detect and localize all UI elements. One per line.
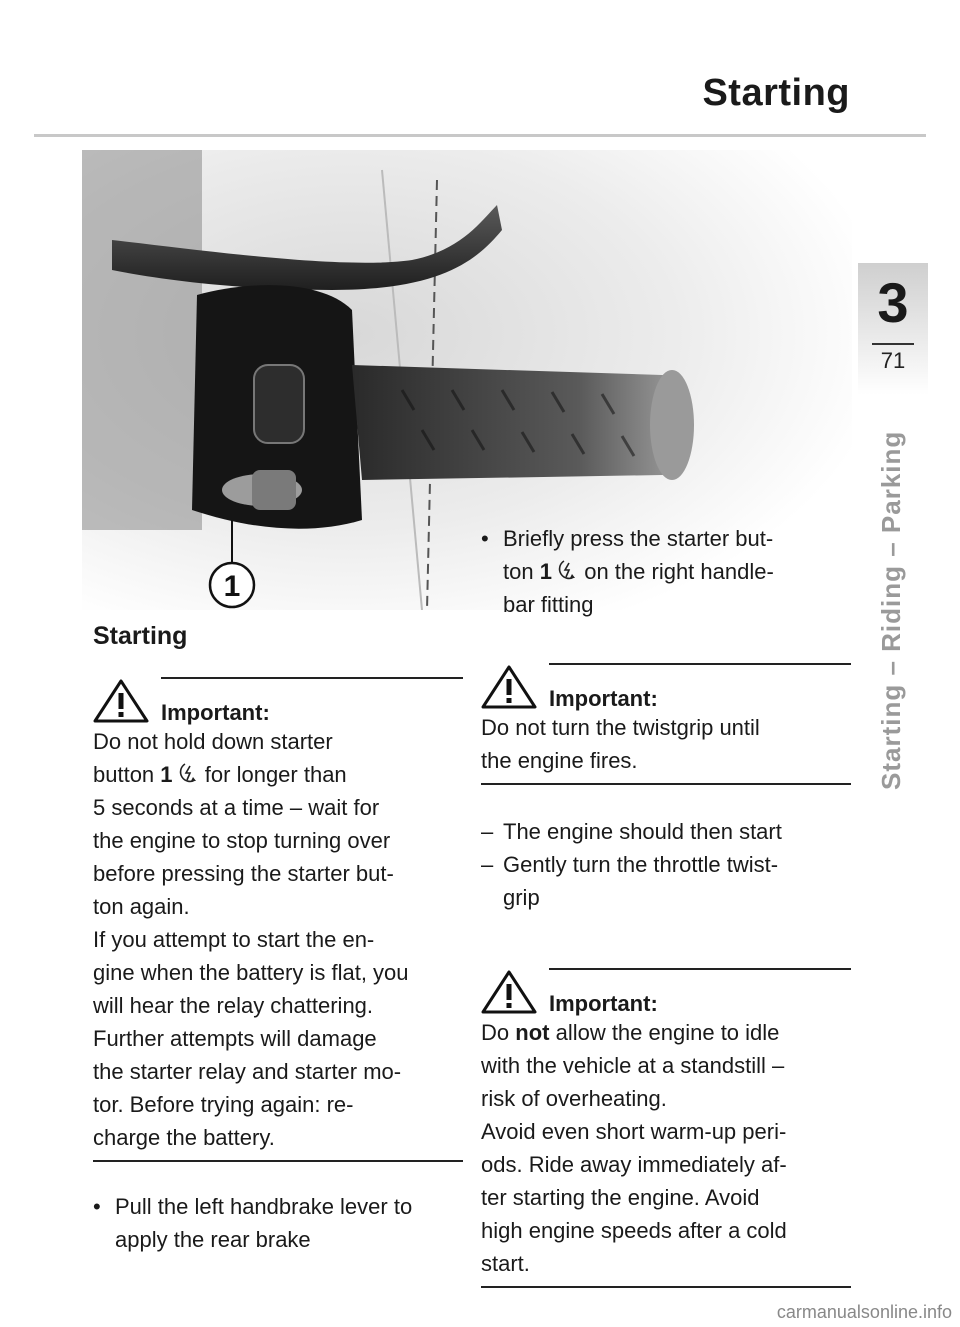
dash-icon: – [481, 852, 494, 877]
important-end-rule [481, 1286, 851, 1288]
text-line: button 1 for longer than [93, 762, 347, 787]
important-header [481, 968, 851, 1014]
left-column [93, 620, 463, 1256]
text-line: start. [481, 1251, 530, 1276]
text-line: tor. Before trying again: re- [93, 1092, 354, 1117]
important-label: Important: [161, 700, 270, 725]
important-rule [161, 677, 463, 679]
callout-number: 1 [223, 570, 241, 603]
text-line: risk of overheating. [481, 1086, 667, 1111]
important-header [93, 677, 463, 723]
text-line: the starter relay and starter mo- [93, 1059, 402, 1084]
text-line: ter starting the engine. Avoid [481, 1185, 760, 1210]
important-rule [549, 663, 851, 665]
important-label: Important: [549, 686, 658, 711]
list-item: – Gently turn the throttle twist- grip [481, 848, 851, 914]
list-item: • Pull the left handbrake lever to apply the rear brake [93, 1190, 463, 1256]
text-line: high engine speeds after a cold [481, 1218, 787, 1243]
text-line: charge the battery. [93, 1125, 275, 1150]
title-rule [34, 134, 926, 137]
watermark: carmanualsonline.info [776, 1302, 952, 1322]
important-end-rule [481, 783, 851, 785]
text-line: 5 seconds at a time – wait for [93, 795, 380, 820]
button-reference: 1 [539, 559, 552, 584]
dash-list [481, 815, 851, 914]
list-item: – The engine should then start [481, 815, 851, 848]
section-label: Starting – Riding – Parking [876, 430, 906, 790]
list-item: • Briefly press the starter but- ton 1 on the right handle- bar fitting [481, 522, 851, 621]
warning-icon [481, 665, 537, 709]
text-line: Do not allow the engine to idle [481, 1020, 780, 1045]
warning-icon [481, 970, 537, 1014]
text-line: with the vehicle at a standstill – [481, 1053, 785, 1078]
important-label: Important: [549, 991, 658, 1016]
chapter-number: 3 [877, 271, 909, 334]
text-line: before pressing the starter but- [93, 861, 394, 886]
bullet-icon: • [481, 526, 489, 551]
text-line: will hear the relay chattering. [93, 993, 374, 1018]
important-end-rule [93, 1160, 463, 1162]
important-rule [549, 968, 851, 970]
important-header [481, 663, 851, 709]
text-line: the engine to stop turning over [93, 828, 391, 853]
text-line: Do not turn the twistgrip until [481, 715, 760, 740]
text-line: gine when the battery is flat, you [93, 960, 409, 985]
page-number: 71 [880, 348, 906, 373]
text-line: ton again. [93, 894, 190, 919]
text-line: the engine fires. [481, 748, 638, 773]
starter-icon [558, 559, 578, 581]
text-line: Further attempts will damage [93, 1026, 377, 1051]
button-reference: 1 [160, 762, 173, 787]
text-line: If you attempt to start the en- [93, 927, 375, 952]
warning-icon [93, 679, 149, 723]
section-heading: Starting [93, 622, 188, 650]
text-line: Do not hold down starter [93, 729, 333, 754]
page-title: Starting [702, 72, 850, 114]
bullet-icon: • [93, 1194, 101, 1219]
dash-icon: – [481, 819, 494, 844]
chapter-divider [872, 343, 914, 345]
starter-icon [179, 762, 199, 784]
text-line: Avoid even short warm-up peri- [481, 1119, 787, 1144]
text-line: ods. Ride away immediately af- [481, 1152, 787, 1177]
right-column [481, 522, 851, 1288]
